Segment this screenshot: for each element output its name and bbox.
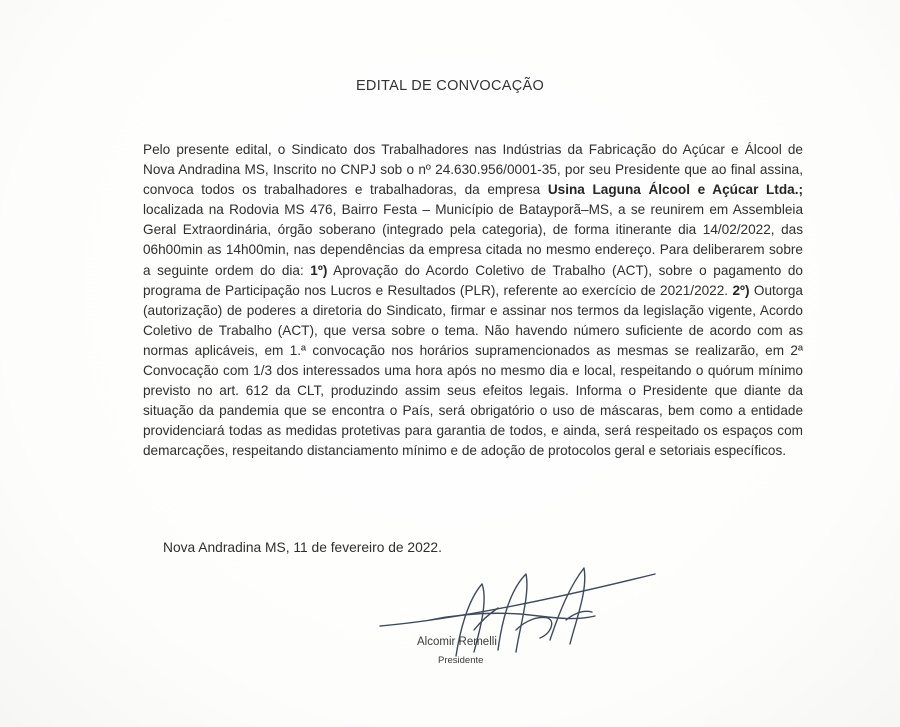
agenda-item-1-text: Aprovação do Acordo Coletivo de Trabalho (ACT), sobre o pagamento do programa de Participação nos Lucros e Resultados (PLR), referente ao exercício de 2021/2022. (143, 262, 803, 298)
signature-block (370, 560, 670, 690)
agenda-item-2-text: Outorga (autorização) de poderes a diretoria do Sindicato, firmar e assinar nos termos da legislação vigente, Acordo Coletivo de Trabalho (ACT), que versa sobre o tema. Não havendo número suficiente de acordo com as normas aplicáveis, em 1.ª convocação nos horários supramencionados as mesmas se realizarão, em 2ª Convocação com 1/3 dos interessados uma hora após no mesmo dia e local, respeitando o quórum mínimo previsto no art. 612 da CLT, produzindo assim seus efeitos legais. Informa o Presidente que diante da situação da pandemia que se encontra o País, será obrigatório o uso de máscaras, bem como a entidade providenciará todas as medidas protetivas para garantia de todos, e ainda, será respeitado os espaços com demarcações, respeitando distanciamento mínimo e de adoção de protocolos geral e setoriais específicos. (143, 282, 803, 459)
agenda-item-2-marker: 2º) (732, 282, 750, 298)
date-line: Nova Andradina MS, 11 de fevereiro de 2022. (163, 540, 442, 555)
document-title: EDITAL DE CONVOCAÇÃO (355, 78, 545, 94)
company-name: Usina Laguna Álcool e Açúcar Ltda.; (547, 182, 803, 198)
document-body (143, 140, 803, 462)
body-intro: Pelo presente edital, o Sindicato dos Trabalhadores nas Indústrias da Fabricação do Açúcar e Álcool de Nova Andradina MS, Inscrito no CNPJ sob o nº 24.630.956/0001-35, por seu Presidente que ao final assina, convoca todos os trabalhadores e trabalhadoras, da empresa (143, 142, 803, 198)
handwritten-signature (370, 560, 670, 690)
signer-role: Presidente (438, 655, 484, 666)
agenda-item-1-marker: 1º) (310, 262, 328, 278)
body-after-company: localizada na Rodovia MS 476, Bairro Festa – Município de Batayporã–MS, a se reunirem em Assembleia Geral Extraordinária, órgão soberano (integrado pela categoria), de forma itinerante dia 14/02/2022, das 06h00min as 14h00min, nas dependências da empresa citada no mesmo endereço. Para deliberarem sobre a seguinte ordem do dia: (143, 202, 803, 278)
signer-name: Alcomir Remelli (417, 636, 497, 648)
